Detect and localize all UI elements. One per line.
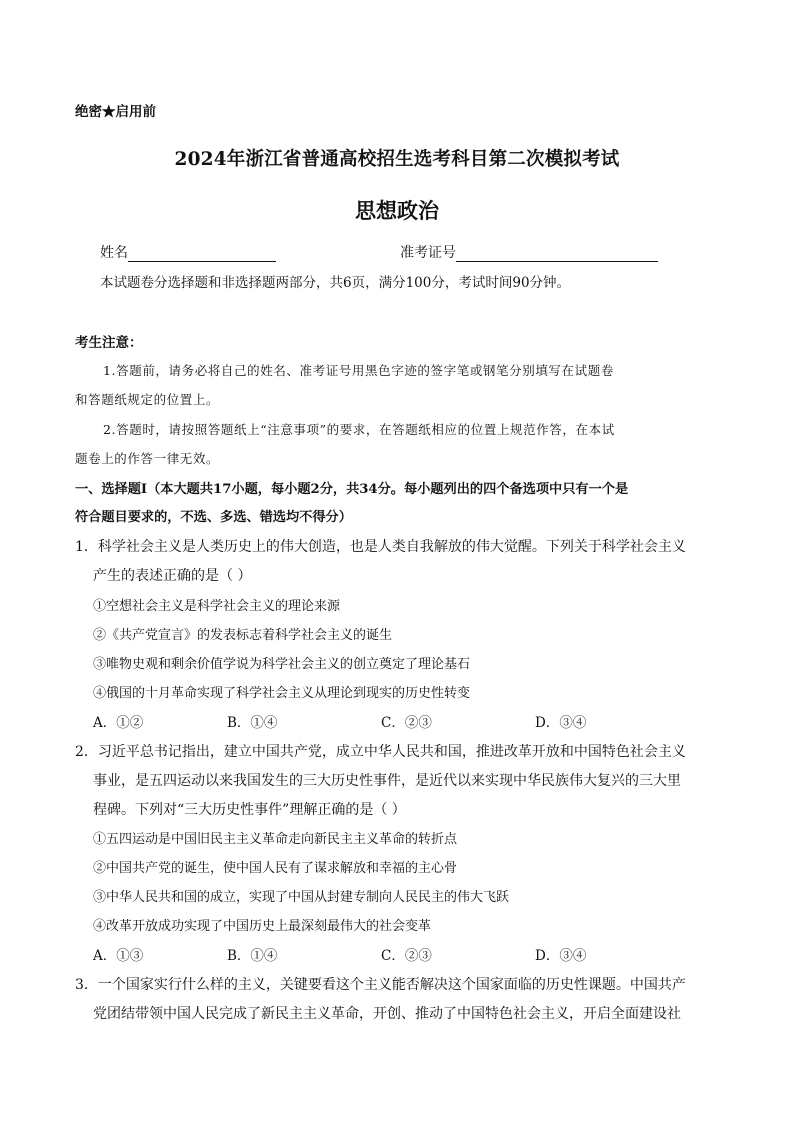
notice-item-2-line-2: 题卷上的作答一律无效。 bbox=[75, 451, 220, 466]
question-1-stem-line-1: 1．科学社会主义是人类历史上的伟大创造，也是人类自我解放的伟大觉醒。下列关于科学社会主义 bbox=[75, 539, 686, 555]
question-2-statement-1: ①五四运动是中国旧民主主义革命走向新民主主义革命的转折点 bbox=[93, 832, 458, 847]
question-2-statement-2: ②中国共产党的诞生，使中国人民有了谋求解放和幸福的主心骨 bbox=[93, 861, 458, 876]
question-2-choice-c[interactable]: C．②③ bbox=[381, 948, 432, 964]
question-2-stem-line-2: 事业，是五四运动以来我国发生的三大历史性事件，是近代以来实现中华民族伟大复兴的三大里 bbox=[93, 773, 681, 789]
name-field bbox=[100, 242, 276, 262]
subject-title: 思想政治 bbox=[355, 198, 439, 223]
name-blank-line[interactable] bbox=[128, 247, 276, 262]
question-3-stem-line-2: 党团结带领中国人民完成了新民主主义革命，开创、推动了中国特色社会主义，开启全面建设社 bbox=[93, 1006, 681, 1022]
question-1-statement-4: ④俄国的十月革命实现了科学社会主义从理论到现实的历史性转变 bbox=[93, 686, 471, 701]
exam-title: 2024年浙江省普通高校招生选考科目第二次模拟考试 bbox=[174, 149, 620, 170]
question-2-stem-line-3: 程碑。下列对“三大历史性事件”理解正确的是（ ） bbox=[93, 802, 406, 818]
question-2-choice-b[interactable]: B．①④ bbox=[227, 948, 278, 964]
question-1-choice-b[interactable]: B．①④ bbox=[227, 715, 278, 731]
exam-info: 本试题卷分选择题和非选择题两部分，共6页，满分100分，考试时间90分钟。 bbox=[100, 275, 571, 291]
notice-item-1-line-1: 1.答题前，请务必将自己的姓名、准考证号用黑色字迹的签字笔或钢笔分别填写在试题卷 bbox=[103, 363, 614, 378]
question-1-stem-line-2: 产生的表述正确的是（ ） bbox=[93, 568, 252, 584]
question-2-choice-d[interactable]: D．③④ bbox=[535, 948, 587, 964]
notice-item-2-line-1: 2.答题时，请按照答题纸上“注意事项”的要求，在答题纸相应的位置上规范作答，在本试 bbox=[103, 422, 615, 437]
section-1-heading-line-1: 一、选择题Ⅰ（本大题共17小题，每小题2分，共34分。每小题列出的四个备选项中只有一个是 bbox=[75, 482, 629, 497]
question-2-stem-line-1: 2．习近平总书记指出，建立中国共产党，成立中华人民共和国，推进改革开放和中国特色社会主义 bbox=[75, 744, 686, 760]
question-3-stem-line-1: 3．一个国家实行什么样的主义，关键要看这个主义能否解决这个国家面临的历史性课题。中国共产 bbox=[75, 977, 686, 993]
confidential-mark: 绝密★启用前 bbox=[75, 104, 156, 120]
question-1-choice-a[interactable]: A．①② bbox=[93, 715, 144, 731]
question-1-statement-1: ①空想社会主义是科学社会主义的理论来源 bbox=[93, 599, 341, 614]
exam-id-blank-line[interactable] bbox=[456, 247, 658, 262]
question-2-statement-4: ④改革开放成功实现了中国历史上最深刻最伟大的社会变革 bbox=[93, 919, 432, 934]
question-1-statement-3: ③唯物史观和剩余价值学说为科学社会主义的创立奠定了理论基石 bbox=[93, 657, 471, 672]
exam-id-label: 准考证号 bbox=[400, 245, 456, 261]
question-2-statement-3: ③中华人民共和国的成立，实现了中国从封建专制向人民民主的伟大飞跃 bbox=[93, 890, 510, 905]
notice-heading: 考生注意： bbox=[75, 335, 143, 351]
question-1-statement-2: ②《共产党宣言》的发表标志着科学社会主义的诞生 bbox=[93, 628, 393, 643]
name-label: 姓名 bbox=[100, 245, 128, 261]
question-2-choice-a[interactable]: A．①③ bbox=[93, 948, 144, 964]
question-1-choice-d[interactable]: D．③④ bbox=[535, 715, 587, 731]
notice-item-1-line-2: 和答题纸规定的位置上。 bbox=[75, 392, 220, 407]
section-1-heading-line-2: 符合题目要求的，不选、多选、错选均不得分） bbox=[75, 510, 352, 525]
exam-id-field bbox=[400, 242, 658, 262]
question-1-choice-c[interactable]: C．②③ bbox=[381, 715, 432, 731]
